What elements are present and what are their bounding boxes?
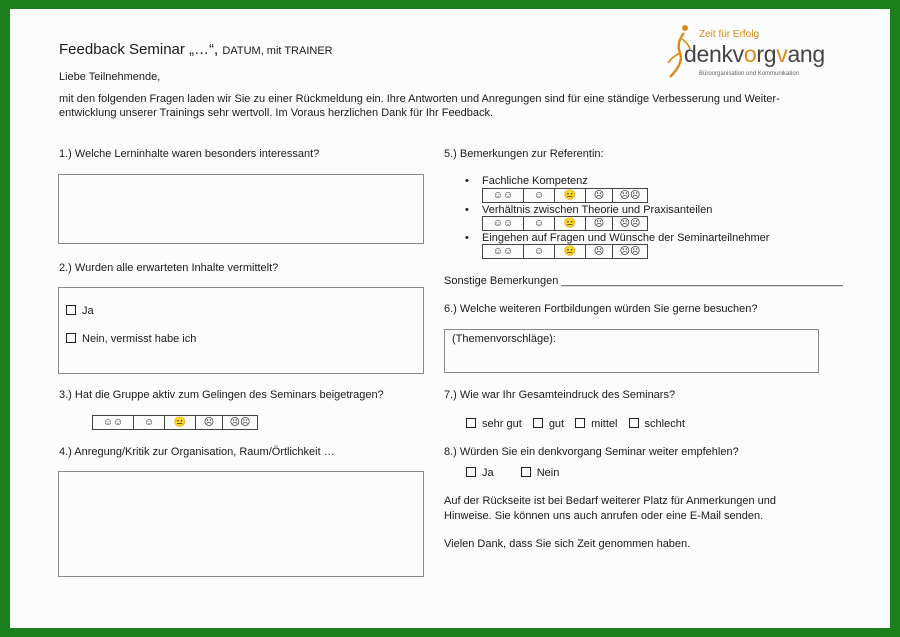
question-1-answer-box[interactable] bbox=[58, 174, 424, 244]
q7-option-bad[interactable]: schlecht bbox=[629, 418, 685, 430]
q5-item-competence: • Fachliche Kompetenz bbox=[482, 175, 588, 187]
checkbox-icon[interactable] bbox=[466, 467, 476, 477]
logo bbox=[666, 21, 825, 83]
question-1-label: 1.) Welche Lerninhalte waren besonders interessant? bbox=[59, 148, 320, 160]
q5-rating-theory-practice[interactable] bbox=[482, 216, 648, 231]
q5-item-questions: • Eingehen auf Fragen und Wünsche der Seminarteilnehmer bbox=[482, 232, 769, 244]
q5-rating-questions[interactable] bbox=[482, 244, 648, 259]
rating-neutral[interactable]: 😐 bbox=[554, 245, 585, 258]
rating-good[interactable]: ☺ bbox=[523, 245, 554, 258]
q5-rating-competence[interactable] bbox=[482, 188, 648, 203]
logo-tagline: Zeit für Erfolg bbox=[699, 29, 760, 40]
checkbox-icon[interactable] bbox=[533, 418, 543, 428]
question-3-label: 3.) Hat die Gruppe aktiv zum Gelingen des Seminars beigetragen? bbox=[59, 389, 384, 401]
greeting: Liebe Teilnehmende, bbox=[59, 71, 161, 83]
intro-line-2: entwicklung unserer Trainings sehr wertvoll. Im Voraus herzlichen Dank für Ihr Feedback. bbox=[59, 107, 494, 119]
question-2-label: 2.) Wurden alle erwarteten Inhalte vermittelt? bbox=[59, 262, 279, 274]
checkbox-icon[interactable] bbox=[466, 418, 476, 428]
feedback-sheet bbox=[10, 9, 890, 628]
title-small: DATUM, mit TRAINER bbox=[222, 45, 333, 57]
question-8-label: 8.) Würden Sie ein denkvorgang Seminar weiter empfehlen? bbox=[444, 446, 739, 458]
page-title bbox=[59, 41, 333, 58]
footer-thanks: Vielen Dank, dass Sie sich Zeit genommen haben. bbox=[444, 538, 691, 550]
question-7-label: 7.) Wie war Ihr Gesamteindruck des Seminars? bbox=[444, 389, 676, 401]
checkbox-icon[interactable] bbox=[521, 467, 531, 477]
rating-very-good[interactable]: ☺☺ bbox=[492, 190, 514, 201]
logo-name: denkvorgvang bbox=[684, 41, 825, 67]
question-6-answer-box[interactable] bbox=[444, 329, 819, 373]
q8-option-yes[interactable]: Ja bbox=[466, 467, 494, 479]
rating-bad[interactable]: ☹ bbox=[585, 217, 612, 230]
rating-good[interactable]: ☺ bbox=[523, 217, 554, 230]
question-6-label: 6.) Welche weiteren Fortbildungen würden Sie gerne besuchen? bbox=[444, 303, 758, 315]
question-6-placeholder: (Themenvorschläge): bbox=[452, 333, 556, 345]
q7-option-medium[interactable]: mittel bbox=[575, 418, 617, 430]
q5-other-remarks-line[interactable]: Sonstige Bemerkungen ______________________________________________ bbox=[444, 275, 843, 287]
rating-good[interactable]: ☺ bbox=[523, 189, 554, 202]
footer-line-1: Auf der Rückseite ist bei Bedarf weiterer Platz für Anmerkungen und bbox=[444, 495, 777, 507]
question-2-option-no[interactable]: Nein, vermisst habe ich bbox=[66, 333, 196, 345]
rating-neutral[interactable]: 😐 bbox=[164, 416, 195, 429]
checkbox-icon[interactable] bbox=[629, 418, 639, 428]
question-2-answer-box bbox=[58, 287, 424, 374]
footer-line-2: Hinweise. Sie können uns auch anrufen oder eine E-Mail senden. bbox=[444, 510, 764, 522]
rating-bad[interactable]: ☹ bbox=[585, 245, 612, 258]
checkbox-icon[interactable] bbox=[66, 305, 76, 315]
rating-bad[interactable]: ☹ bbox=[585, 189, 612, 202]
rating-very-bad[interactable]: ☹☹ bbox=[612, 245, 647, 258]
title-main: Feedback Seminar „…“, bbox=[59, 41, 219, 58]
rating-neutral[interactable]: 😐 bbox=[554, 189, 585, 202]
rating-very-bad[interactable]: ☹☹ bbox=[612, 217, 647, 230]
question-8-options bbox=[466, 467, 559, 479]
question-7-options bbox=[466, 418, 685, 430]
question-5-label: 5.) Bemerkungen zur Referentin: bbox=[444, 148, 604, 160]
rating-very-bad[interactable]: ☹☹ bbox=[612, 189, 647, 202]
rating-neutral[interactable]: 😐 bbox=[554, 217, 585, 230]
rating-very-bad[interactable]: ☹☹ bbox=[222, 416, 257, 429]
q7-option-good[interactable]: gut bbox=[533, 418, 564, 430]
rating-bad[interactable]: ☹ bbox=[195, 416, 222, 429]
q7-option-very-good[interactable]: sehr gut bbox=[466, 418, 522, 430]
rating-very-good[interactable]: ☺☺ bbox=[492, 218, 514, 229]
question-2-option-yes[interactable]: Ja bbox=[66, 305, 94, 317]
q8-option-no[interactable]: Nein bbox=[521, 467, 560, 479]
checkbox-icon[interactable] bbox=[575, 418, 585, 428]
rating-good[interactable]: ☺ bbox=[133, 416, 164, 429]
q5-item-theory-practice: • Verhältnis zwischen Theorie und Praxisanteilen bbox=[482, 204, 712, 216]
question-4-label: 4.) Anregung/Kritik zur Organisation, Raum/Örtlichkeit … bbox=[59, 446, 335, 458]
question-3-rating-scale[interactable] bbox=[92, 415, 258, 430]
question-4-answer-box[interactable] bbox=[58, 471, 424, 577]
intro-line-1: mit den folgenden Fragen laden wir Sie zu einer Rückmeldung ein. Ihre Antworten und Anregungen sind für eine ständige Verbesserung und Weiter- bbox=[59, 93, 780, 105]
rating-very-good[interactable]: ☺☺ bbox=[492, 246, 514, 257]
logo-subtitle: Büroorganisation und Kommunikation bbox=[699, 71, 800, 77]
rating-very-good[interactable]: ☺☺ bbox=[102, 417, 124, 428]
checkbox-icon[interactable] bbox=[66, 333, 76, 343]
